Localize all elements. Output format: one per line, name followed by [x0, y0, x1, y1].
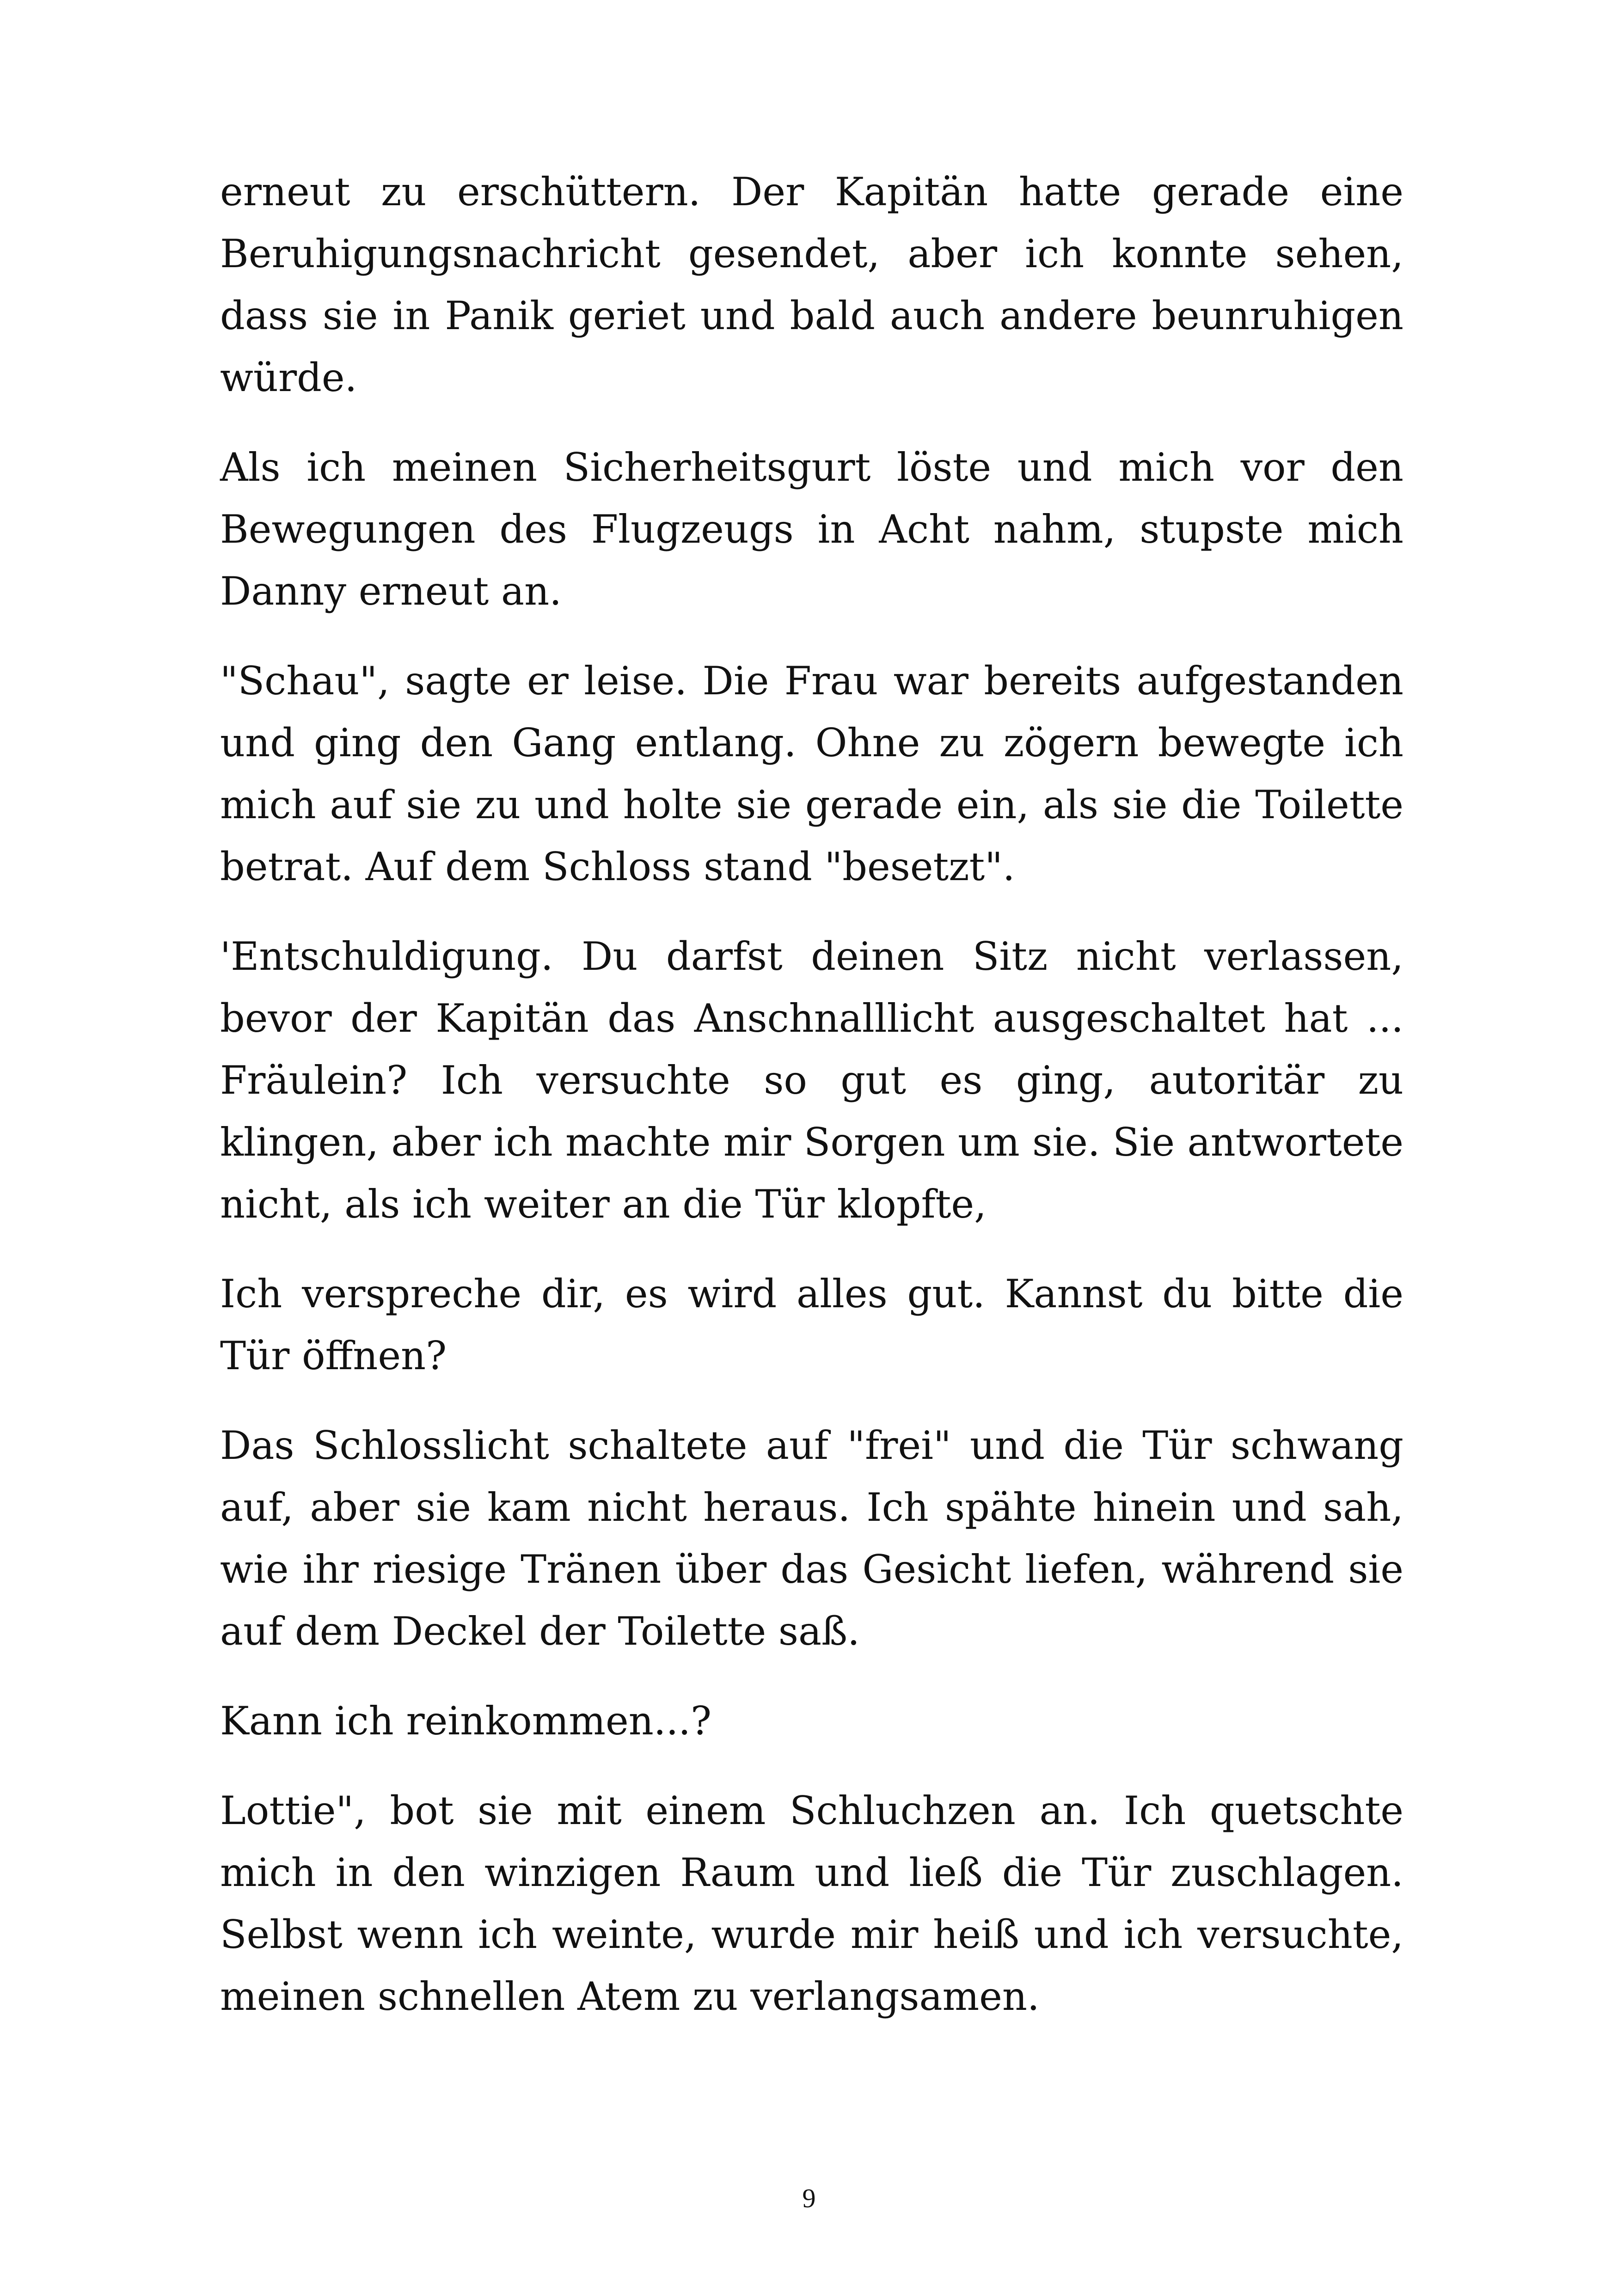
paragraph-1: erneut zu erschüttern. Der Kapitän hatte gerade eine Beruhigungsnachricht gesendet, aber ich konnte sehen, dass sie in Panik geriet und bald auch andere beunruhigen würde.	[220, 169, 1403, 400]
paragraph-3: "Schau", sagte er leise. Die Frau war bereits aufgestanden und ging den Gang entlang. Ohne zu zögern bewegte ich mich auf sie zu und holte sie gerade ein, als sie die Toilette betrat. Auf dem Schloss stand "besetzt".	[220, 658, 1403, 889]
paragraph-4: 'Entschuldigung. Du darfst deinen Sitz nicht verlassen, bevor der Kapitän das Anschnalllicht ausgeschaltet hat ... Fräulein? Ich versuchte so gut es ging, autoritär zu klingen, aber ich machte mir Sorgen um sie. Sie antwortete nicht, als ich weiter an die Tür klopfte,	[220, 934, 1403, 1227]
paragraph-8: Lottie", bot sie mit einem Schluchzen an. Ich quetschte mich in den winzigen Raum und ließ die Tür zuschlagen. Selbst wenn ich weinte, wurde mir heiß und ich versuchte, meinen schnellen Atem zu verlangsamen.	[220, 1788, 1403, 2019]
paragraph-6: Das Schlosslicht schaltete auf "frei" und die Tür schwang auf, aber sie kam nicht heraus. Ich spähte hinein und sah, wie ihr riesige Tränen über das Gesicht liefen, während sie auf dem Deckel der Toilette saß.	[220, 1423, 1403, 1654]
paragraph-5: Ich verspreche dir, es wird alles gut. Kannst du bitte die Tür öffnen?	[220, 1271, 1403, 1378]
body-text	[220, 161, 1403, 2055]
paragraph-2: Als ich meinen Sicherheitsgurt löste und mich vor den Bewegungen des Flugzeugs in Acht nahm, stupste mich Danny erneut an.	[220, 445, 1403, 614]
paragraph-7: Kann ich reinkommen...?	[220, 1698, 712, 1744]
page-number: 9	[802, 2183, 816, 2213]
